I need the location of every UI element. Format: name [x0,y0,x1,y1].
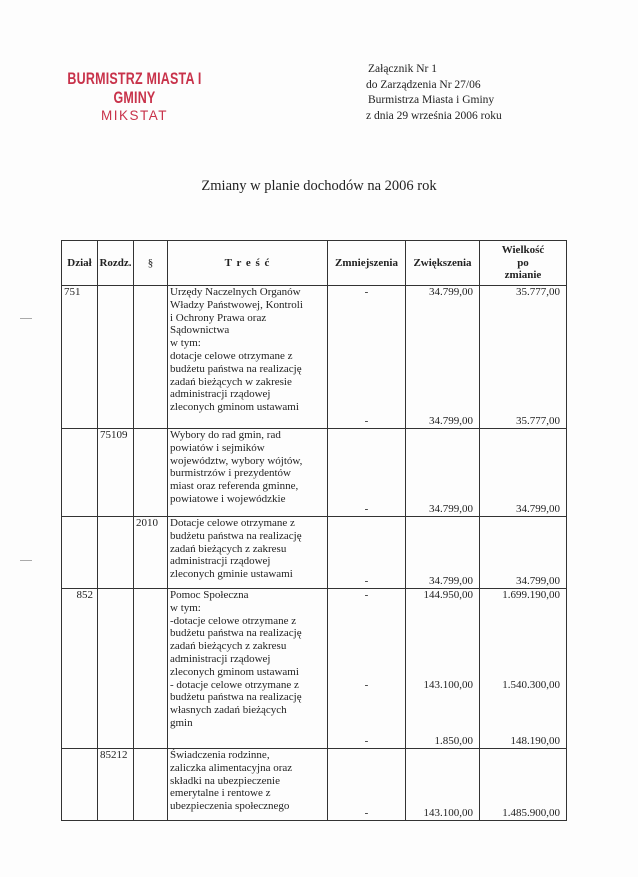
tresc-line: zaliczka alimentacyjna oraz [170,761,293,774]
cell-wielkosc [480,589,567,749]
cell-zwiekszenia-top: 34.799,00 [429,286,473,298]
cell-paragraph [134,429,168,517]
cell-zmniejszenia [328,749,406,821]
dzial-value: 751 [64,286,81,298]
cell-zmniejszenia [328,589,406,749]
header-zmniejszenia: Zmniejszenia [328,241,406,286]
cell-wielkosc [480,286,567,429]
dzial-value: 852 [76,589,93,601]
cell-zwiekszenia-top: 144.950,00 [423,589,473,601]
table-row [62,749,567,821]
header-wielkosc-line2: po [517,256,529,269]
cell-rozdz [98,429,134,517]
tresc-line: miast oraz referenda gminne, [170,480,299,493]
margin-mark [20,318,32,319]
cell-zwiekszenia [406,517,480,589]
header-zwiekszenia: Zwiększenia [406,241,480,286]
cell-zwiekszenia [406,749,480,821]
cell-zwiekszenia-bottom: 34.799,00 [429,575,473,588]
cell-wielkosc-top: 35.777,00 [516,286,560,298]
cell-wielkosc-bottom: 34.799,00 [516,575,560,588]
cell-zwiekszenia [406,429,480,517]
header-paragraph: § [134,241,168,286]
cell-zmniejszenia-bottom: - [364,415,369,428]
stamp-line-1: BURMISTRZ MIASTA I GMINY [67,69,202,107]
tresc-line: budżetu państwa na realizację [170,691,302,704]
rozdz-value: 85212 [100,749,128,761]
tresc-line: zleconych gminom ustawami [170,401,299,414]
official-stamp [62,69,207,123]
cell-zwiekszenia-bottom: 143.100,00 [423,807,473,820]
annex-line-4: z dnia 29 września 2006 roku [366,109,502,122]
cell-paragraph [134,589,168,749]
tresc-line: ubezpieczenia społecznego [170,800,290,813]
tresc-line: zadań bieżących w zakresie [170,375,292,388]
table-row [62,429,567,517]
cell-zwiekszenia [406,589,480,749]
cell-tresc [168,749,328,821]
tresc-line: powiatowe i wojewódzkie [170,492,286,505]
header-wielkosc-line3: zmianie [504,269,542,282]
cell-zmniejszenia [328,429,406,517]
annex-line-3: Burmistrza Miasta i Gminy [368,94,495,106]
tresc-line: Sądownictwa [170,324,230,337]
paragraph-value: 2010 [136,517,158,529]
tresc-line: Pomoc Społeczna [170,589,249,601]
tresc-line: budżetu państwa na realizację [170,627,302,640]
annex-line-1: Załącznik Nr 1 [368,63,437,75]
cell-wielkosc [480,429,567,517]
cell-rozdz [98,517,134,589]
cell-zwiekszenia [406,286,480,429]
table-row [62,517,567,589]
stamp-line-2: MIKSTAT [101,108,168,123]
tresc-line: w tym: [170,337,201,350]
cell-wielkosc-bottom: 34.799,00 [516,503,560,516]
cell-dzial [62,749,98,821]
cell-tresc [168,286,328,429]
cell-zmniejszenia-bottom: - [364,503,369,516]
cell-rozdz [98,589,134,749]
header-dzial: Dział [62,241,98,286]
cell-rozdz [98,286,134,429]
tresc-line: zleconych gminom ustawami [170,665,299,678]
tresc-line: Władzy Państwowej, Kontroli [170,298,303,311]
cell-zmniejszenia-top: - [364,286,369,298]
tresc-line: zleconych gminie ustawami [170,568,293,581]
tresc-line: budżetu państwa na realizację [170,362,302,375]
cell-wielkosc [480,517,567,589]
table-header-row [62,241,567,286]
tresc-line: budżetu państwa na realizację [170,529,302,542]
header-rozdz: Rozdz. [98,241,134,286]
cell-dzial [62,517,98,589]
tresc-line: emerytalne i rentowe z [170,787,271,800]
tresc-line: składki na ubezpieczenie [170,774,280,787]
cell-tresc [168,429,328,517]
cell-zmniejszenia-mid: - [364,679,369,691]
cell-paragraph [134,749,168,821]
cell-zwiekszenia-bottom: 1.850,00 [434,735,473,748]
rozdz-value: 75109 [100,429,128,441]
cell-wielkosc-mid: 1.540.300,00 [502,679,560,691]
cell-zmniejszenia-bottom: - [364,575,369,588]
cell-zmniejszenia-bottom: - [364,735,369,748]
tresc-line: administracji rządowej [170,555,271,568]
tresc-line: w tym: [170,601,201,614]
table-row [62,589,567,749]
tresc-line: administracji rządowej [170,652,271,665]
cell-wielkosc-bottom: 1.485.900,00 [502,807,560,820]
cell-zmniejszenia [328,517,406,589]
tresc-line: województw, wybory wójtów, [170,454,303,467]
cell-zwiekszenia-bottom: 34.799,00 [429,415,473,428]
tresc-line: zadań bieżących z zakresu [170,542,287,555]
tresc-line: burmistrzów i prezydentów [170,467,291,480]
margin-mark [20,560,32,561]
cell-zwiekszenia-bottom: 34.799,00 [429,503,473,516]
cell-rozdz [98,749,134,821]
cell-paragraph [134,286,168,429]
header-wielkosc-line1: Wielkość [501,243,545,256]
tresc-line: dotacje celowe otrzymane z [170,349,293,362]
tresc-line: administracji rządowej [170,388,271,401]
tresc-line: powiatów i sejmików [170,441,265,454]
annex-line-2: do Zarządzenia Nr 27/06 [366,78,481,91]
tresc-line: Wybory do rad gmin, rad [170,429,281,441]
cell-wielkosc [480,749,567,821]
cell-zmniejszenia-bottom: - [364,807,369,820]
header-wielkosc [480,241,567,286]
tresc-line: zadań bieżących z zakresu [170,640,287,653]
cell-zmniejszenia-top: - [364,589,369,601]
cell-dzial [62,589,98,749]
cell-zwiekszenia-mid: 143.100,00 [423,679,473,691]
tresc-line: - dotacje celowe otrzymane z [170,678,299,691]
cell-dzial [62,286,98,429]
tresc-line: Dotacje celowe otrzymane z [170,517,295,529]
annex-header [366,62,502,124]
tresc-line: i Ochrony Prawa oraz [170,311,267,324]
tresc-line: -dotacje celowe otrzymane z [170,614,297,627]
cell-wielkosc-top: 1.699.190,00 [502,589,560,601]
cell-wielkosc-bottom: 35.777,00 [516,415,560,428]
table-row [62,286,567,429]
cell-tresc [168,517,328,589]
tresc-line: Świadczenia rodzinne, [170,749,270,761]
tresc-line: gmin [170,716,193,729]
cell-dzial [62,429,98,517]
document-title: Zmiany w planie dochodów na 2006 rok [201,178,437,194]
cell-paragraph [134,517,168,589]
tresc-line: Urzędy Naczelnych Organów [170,286,301,298]
cell-wielkosc-bottom: 148.190,00 [510,735,560,748]
header-tresc: T r e ś ć [168,241,328,286]
cell-zmniejszenia [328,286,406,429]
cell-tresc [168,589,328,749]
tresc-line: własnych zadań bieżących [170,704,287,717]
income-changes-table [61,240,567,821]
